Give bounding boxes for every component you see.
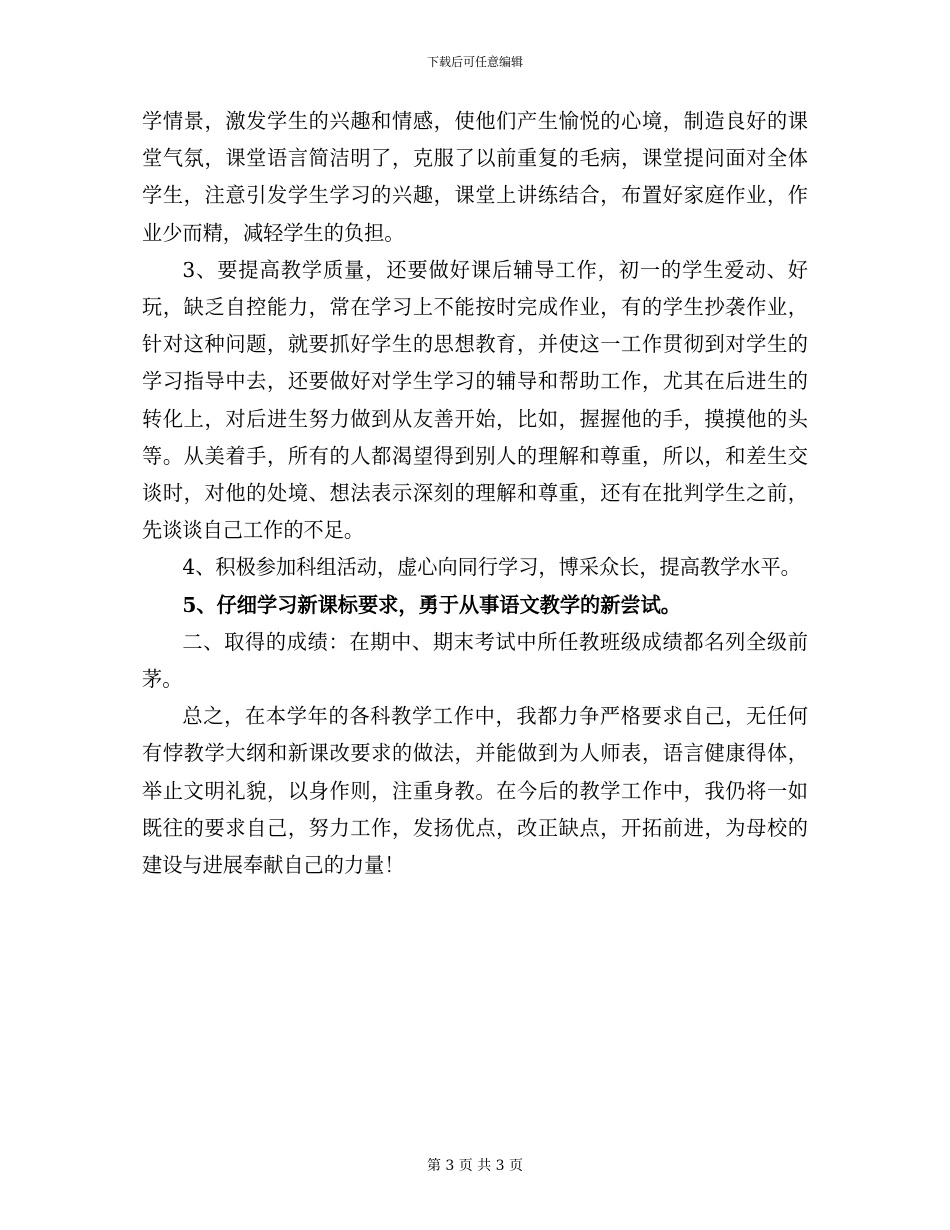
- page-number: 第 3 页 共 3 页: [426, 1158, 524, 1174]
- paragraph-continuation: 学情景，激发学生的兴趣和情感，使他们产生愉悦的心境，制造良好的课堂气氛，课堂语言简洁明了，克服了以前重复的毛病，课堂提问面对全体学生，注意引发学生学习的兴趣，课堂上讲练结合，布置好家庭作业，作业少而精，减轻学生的负担。: [142, 109, 808, 245]
- paragraph-item-4: 4、积极参加科组活动，虚心向同行学习，博采众长，提高教学水平。: [182, 555, 801, 580]
- paragraph-summary: 总之，在本学年的各科教学工作中，我都力争严格要求自己，无任何有悖教学大纲和新课改要求的做法，并能做到为人师表，语言健康得体，举止文明礼貌，以身作则，注重身教。在今后的教学工作中，我仍将一如既往的要求自己，努力工作，发扬优点，改正缺点，开拓前进，为母校的建设与进展奉献自己的力量！: [142, 704, 808, 878]
- paragraph-item-3: 3、要提高教学质量，还要做好课后辅导工作，初一的学生爱动、好玩，缺乏自控能力，常在学习上不能按时完成作业，有的学生抄袭作业，针对这种问题，就要抓好学生的思想教育，并使这一工作贯彻到对学生的学习指导中去，还要做好对学生学习的辅导和帮助工作，尤其在后进生的转化上，对后进生努力做到从友善开始，比如，握握他的手，摸摸他的头等。从美着手，所有的人都渴望得到别人的理解和尊重，所以，和差生交谈时，对他的处境、想法表示深刻的理解和尊重，还有在批判学生之前，先谈谈自己工作的不足。: [142, 257, 808, 543]
- paragraph-item-5: 5、仔细学习新课标要求，勇于从事语文教学的新尝试。: [182, 592, 681, 617]
- paragraph-achievements: 二、取得的成绩：在期中、期末考试中所任教班级成绩都名列全级前茅。: [142, 629, 808, 692]
- document-body: [142, 103, 808, 884]
- page-header: 下载后可任意编辑: [426, 55, 523, 69]
